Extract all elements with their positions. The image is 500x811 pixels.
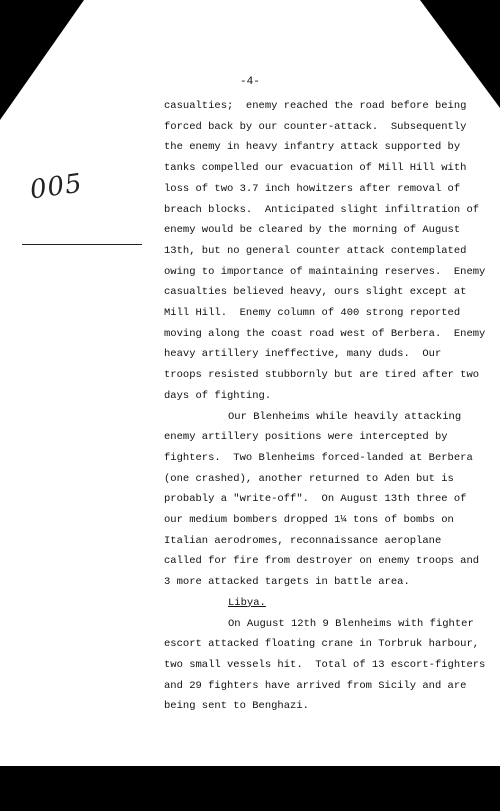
text-line: heavy artillery ineffective, many duds. Our [164, 348, 442, 361]
text-line: Mill Hill. Enemy column of 400 strong reported [164, 307, 461, 320]
text-line: two small vessels hit. Total of 13 escort-fighters [164, 658, 486, 671]
text-line: probably a "write-off". On August 13th three of [164, 493, 467, 506]
text-line: called for fire from destroyer on enemy troops and [164, 555, 480, 568]
section-heading-libya: Libya. [228, 596, 266, 609]
text-line: breach blocks. Anticipated slight infiltration of [164, 203, 480, 216]
text-line: Italian aerodromes, reconnaissance aeroplane [164, 534, 442, 547]
text-line: fighters. Two Blenheims forced-landed at Berbera [164, 451, 473, 464]
text-line: 13th, but no general counter attack contemplated [164, 244, 467, 257]
text-line: (one crashed), another returned to Aden but is [164, 472, 454, 485]
text-line: casualties; enemy reached the road before being [164, 100, 467, 112]
text-line: casualties believed heavy, ours slight except at [164, 286, 467, 299]
text-line: enemy artillery positions were intercepted by [164, 431, 448, 444]
text-line: owing to importance of maintaining reserves. Enemy [164, 265, 486, 278]
text-line: the enemy in heavy infantry attack supported by [164, 141, 461, 154]
text-line: enemy would be cleared by the morning of August [164, 224, 461, 237]
text-line: escort attacked floating crane in Torbruk harbour, [164, 638, 480, 651]
text-line: Our Blenheims while heavily attacking [228, 410, 462, 423]
text-line: days of fighting. [164, 389, 272, 402]
text-line: and 29 fighters have arrived from Sicily and are [164, 679, 467, 692]
text-line: 3 more attacked targets in battle area. [164, 576, 410, 589]
page-number: -4- [240, 76, 260, 88]
document-body [164, 96, 486, 717]
text-line: forced back by our counter-attack. Subsequently [164, 120, 467, 133]
text-line: tanks compelled our evacuation of Mill Hill with [164, 162, 467, 175]
text-line: our medium bombers dropped 1¼ tons of bombs on [164, 514, 454, 527]
text-line [164, 593, 474, 614]
text-line: troops resisted stubbornly but are tired after two [164, 369, 480, 382]
text-line: loss of two 3.7 inch howitzers after removal of [164, 182, 461, 195]
text-line: moving along the coast road west of Berbera. Enemy [164, 327, 486, 340]
text-line: being sent to Benghazi. [164, 700, 309, 713]
margin-annotation: 005 [28, 168, 85, 206]
text-line: On August 12th 9 Blenheims with fighter [228, 617, 474, 630]
scan-bottom-border [0, 766, 500, 811]
margin-rule [22, 244, 142, 245]
